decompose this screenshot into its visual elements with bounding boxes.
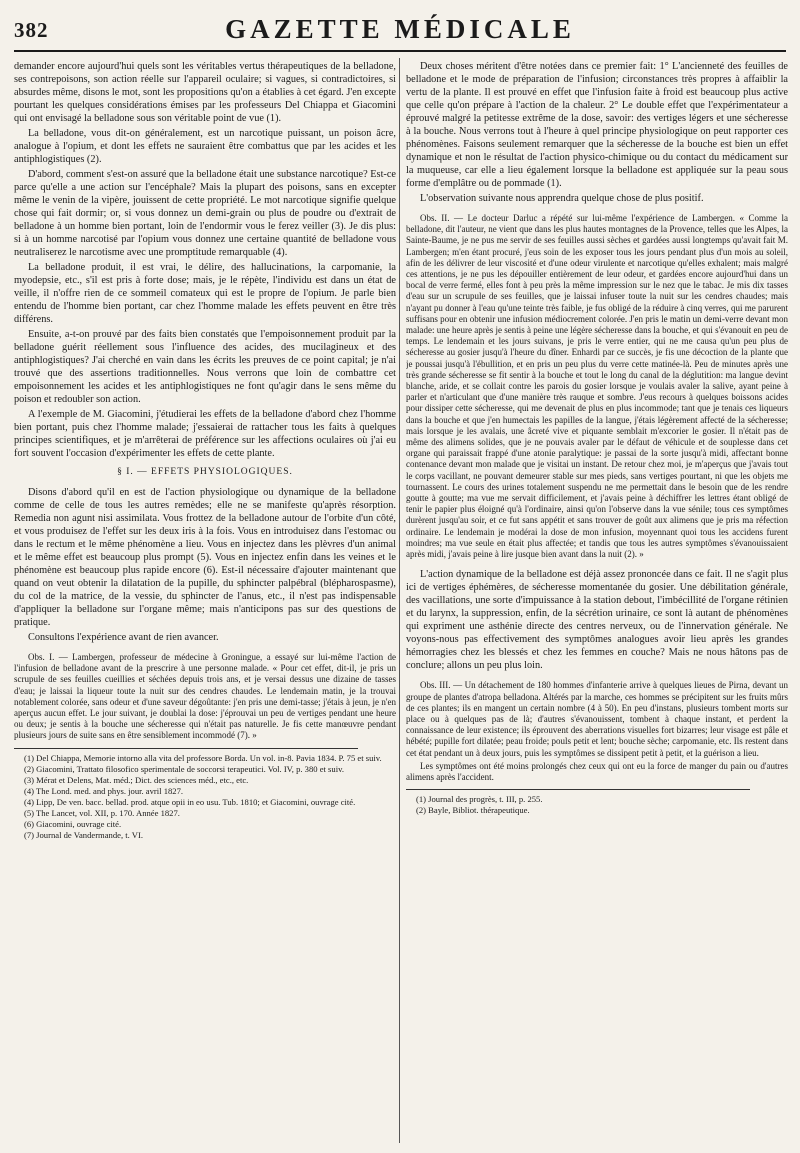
paragraph: La belladone produit, il est vrai, le délire, des hallucinations, la carpomanie, la myodepsie, etc., s'il est pris à forte dose; mais, je le répète, l'individu est dans un état de veille, il n'offre rien de ce sommeil comateux qui est le propre de l'opium. Je parle bien entendu de l'homme bien portant, car chez l'homme malade les effets peuvent en être très différens.	[14, 262, 396, 325]
page-header	[14, 12, 786, 52]
footnote: (4) The Lond. med. and phys. jour. avril 1827.	[24, 785, 184, 796]
paragraph: D'abord, comment s'est-on assuré que la belladone était une substance narcotique? Est-ce parce qu'elle a une action sur l'encéphale? Mais la plupart des poisons, sans en excepter même le venin de la vipère, jouissent de cette propriété. Le mot narcotique signifie quelque chose qui fait dormir; or, si vous donnez un demi-grain ou plus de poudre ou d'extrait de belladone à un homme bien portant, loin de l'endormir vous le ferez veiller (3). Je dis plus: si à un homme narcotisé par l'opium vous donnez une certaine quantité de belladone vous neutraliserez le narcotisme avec une promptitude remarquable (4).	[14, 169, 396, 258]
footnote-rule	[14, 748, 358, 749]
footnote-rule	[406, 789, 750, 790]
paragraph: Deux choses méritent d'être notées dans ce premier fait: 1° L'ancienneté des feuilles de belladone et le mode de préparation de l'infusion; circonstances très propres à affaiblir la vertu de la plante. Il est prouvé en effet que l'infusion faite à froid est beaucoup plus active que celle qu'on prépare à l'action de la chaleur. 2° Le double effet que l'expérimentateur a éprouvé malgré la petitesse extrême de la dose, savoir: des vertiges légers et une sécheresse à la bouche. Nous verrons tout à l'heure à quel principe physiologique on peut rapporter ces phénomènes. Faisons seulement remarquer que la sécheresse de la bouche est bien un effet dynamique et non le résultat de l'action physico-chimique ou du contact du médicament sur la muqueuse, car elle a lieu également lorsque la belladone est appliquée sur la peau sous forme d'emplâtre ou de pommade (1).	[406, 61, 788, 189]
paragraph: Consultons l'expérience avant de rien avancer.	[28, 632, 219, 643]
paragraph: L'action dynamique de la belladone est déjà assez prononcée dans ce fait. Il ne s'agit plus ici de vertiges éphémères, de sécheresse momentanée du gosier. Une débilitation générale, des vacillations, une sorte d'impuissance à la station debout, l'imbécillité de l'organe rétinien et du larynx, la suppression, enfin, de la sécrétion urinaire, ce sont là autant de phénomènes qui expriment une asthénie directe des centres nerveux, ou de l'innervation générale. Ne voyons-nous pas effectivement des symptômes analogues avoir lieu après les grandes hémorragies chez les blessés et chez les femmes en couche? Mais ne nous hâtons pas de conclure; allons un peu plus loin.	[406, 569, 788, 672]
observation-1: Obs. I. — Lambergen, professeur de médecine à Groningue, a essayé sur lui-même l'action de l'infusion de belladone avant de la prescrire à une personne malade. « Pour cet effet, dit-il, je pris un scrupule de ses feuilles cueillies et séchées depuis trois ans, et je versai dessus une dizaine de tasses d'eau; je laissai la liqueur toute la nuit sur des cendres chaudes. Le lendemain matin, je la trouvai notablement colorée, sans odeur et d'une saveur dégoûtante: j'en pris une demi-tasse; j'étais à jeun, je n'en aperçus aucun effet. Le jour suivant, je doublai la dose: j'éprouvai un peu de vertiges pendant une heure ou deux; je sentis à la bouche une sécheresse qui n'était pas naturelle. Je fis cette manœuvre pendant plusieurs jours de suite sans en être sensiblement incommodé (7). »	[14, 652, 396, 741]
footnote: (2) Bayle, Bibliot. thérapeutique.	[416, 805, 530, 816]
footnote: (3) Mérat et Delens, Mat. méd.; Dict. des sciences méd., etc., etc.	[24, 774, 249, 785]
footnote: (1) Del Chiappa, Memorie intorno alla vita del professore Borda. Un vol. in-8. Pavia 1834. P. 75 et suiv.	[24, 752, 382, 763]
right-column	[406, 60, 788, 1143]
footnote: (7) Journal de Vandermande, t. VI.	[24, 829, 144, 840]
paragraph: Ensuite, a-t-on prouvé par des faits bien constatés que l'empoisonnement produit par la belladone guérit réellement sous l'influence des acides, des mucilagineux et des antiphlogistiques? J'ai cherché en vain dans les écrits les preuves de ce point capital; je n'ai trouvé que des assertions traditionnelles. Nous verrons que loin de combattre cet empoisonnement les acides et les antiphlogistiques ne font qu'agir dans le sens même du poison et redoubler son action.	[14, 329, 396, 405]
paragraph: La belladone, vous dit-on généralement, est un narcotique puissant, un poison âcre, analogue à l'opium, et dont les effets ne sauraient être combattus que par les acides et les antiphlogistiques (2).	[14, 128, 396, 165]
observation-3: Obs. III. — Un détachement de 180 hommes d'infanterie arrive à quelques lieues de Pirna, devant un groupe de plantes d'atropa belladona. Altérés par la marche, ces hommes se précipitent sur les fruits mûrs de ces plantes; ils en mangent un certain nombre (4 à 50). En peu d'instans, plusieurs tombent morts sur place ou à quelques pas de là; d'autres s'évanouissent, tombent à chaque instant, et perdent la connaissance de leur existence; ils éprouvent des aberrations visuelles fort bizarres; leur visage est pâle et hébété; pupille fort dilatée; peau froide; pouls petit et lent; bouche sèche; carpomanie, etc. Ils restent dans cet état pendant un à deux jours, puis les symptômes se dissipent petit à petit, et la guérison a lieu.	[406, 680, 788, 758]
observation-3-continued: Les symptômes ont été moins prolongés chez ceux qui ont eu la force de manger du pain ou d'autres alimens après l'accident.	[406, 760, 788, 782]
paragraph: A l'exemple de M. Giacomini, j'étudierai les effets de la belladone d'abord chez l'homme bien portant, puis chez l'homme malade; j'essaierai de rattacher tous les faits à quelques principes scientifiques, et je m'arrêterai de préférence sur les affections oculaires où j'ai eu fort souvent l'occasion d'expérimenter les effets de cette plante.	[14, 409, 396, 459]
footnote: (1) Journal des progrès, t. III, p. 255.	[416, 794, 543, 805]
footnotes-right	[406, 794, 788, 816]
page-number: 382	[14, 18, 49, 42]
footnotes-left	[14, 753, 396, 841]
paragraph: demander encore aujourd'hui quels sont les véritables vertus thérapeutiques de la belladone, ses contrepoisons, son action réelle sur l'appareil oculaire; si vagues, si contradictoires, si absurdes même, disons le mot, sont les propositions qu'on a établies à cet égard. J'en excepte pourtant les quelques considérations émises par les professeurs Del Chiappa et Giacomini qui ont envisagé la belladone sous son véritable point de vue (1).	[14, 61, 396, 124]
paragraph: Disons d'abord qu'il en est de l'action physiologique ou dynamique de la belladone comme de celle de tous les autres remèdes; elle ne se manifeste qu'après résorption. Remedia non agunt nisi assimilata. Vous frottez de la belladone autour de l'orbite d'un côté, et vous produisez de l'effet sur les deux iris à la fois. Vous en introduisez dans l'estomac ou dans le rectum et le même phénomène a lieu. Vous en injectez dans les plèvres d'un animal et le même effet est beaucoup plus prompt (5). Vous en injectez enfin dans les veines et le phénomène est beaucoup plus rapide encore (6). Est-il nécessaire d'ajouter maintenant que quand on veut obtenir la dilatation de la pupille, du sphincter palpébral (blépharospasme), du col de la matrice, de la vessie, du sphincter de l'anus, etc., il n'est pas indispensable d'appliquer la belladone sur l'organe même; mais n'anticipons pas sur des questions de pratique.	[14, 487, 396, 628]
footnote: (6) Giacomini, ouvrage cité.	[24, 818, 122, 829]
column-divider	[399, 58, 400, 1143]
section-title: § I. — EFFETS PHYSIOLOGIQUES.	[117, 467, 293, 477]
footnote: (2) Giacomini, Trattato filosofico sperimentale de soccorsi terapeutici. Vol. IV, p. 380 et suiv.	[24, 763, 344, 774]
paragraph: L'observation suivante nous apprendra quelque chose de plus positif.	[420, 193, 704, 204]
footnote: (5) The Lancet, vol. XII, p. 170. Année 1827.	[24, 807, 180, 818]
left-column	[14, 60, 396, 1143]
footnote: (4) Lipp, De ven. bacc. bellad. prod. atque opii in eo usu. Tub. 1810; et Giacomini, ouvrage cité.	[24, 796, 356, 807]
journal-title: GAZETTE MÉDICALE	[225, 14, 575, 44]
observation-2: Obs. II. — Le docteur Darluc a répété sur lui-même l'expérience de Lambergen. « Comme la belladone, dit l'auteur, ne vient que dans les plus hautes montagnes de la Provence, telles que les Alpes, la Sainte-Baume, je ne pus me servir de ses feuilles aussi sèches et gardées aussi longtemps qu'avait fait M. Lambergen; m'en étant procuré, j'eus soin de les exposer tous les jours pendant plus d'un mois au soleil, afin de les délivrer de leur viscosité et d'une odeur virulente et narcotique qu'elles exhalent; mais malgré ces attentions, je ne pus les dépouiller entièrement de leur odeur, et gardées encore aujourd'hui dans un bocal de verre fermé, elles font à peu près la même impression sur le nez que le tabac. Je mis dix tasses d'eau sur un scrupule de ses feuilles, que je laissai infuser toute la nuit sur les cendres chaudes; mais n'ayant pu donner à l'eau qu'une teinte très faible, je fus obligé de la réduire à cinq verres, qui me parurent suffisans pour en obtenir une infusion médiocrement colorée. J'en pris le matin un demi-verre devant mon malade: une heure après je sentis à peine une légère sécheresse dans la bouche, et qui s'évanouit en peu de temps. Le lendemain et les jours suivans, je pris le verre entier, qui ne me causa qu'un peu plus de sécheresse au gosier jusqu'à l'heure du dîner. Enhardi par ce succès, je fis une décoction de la plante que je poussai jusqu'à l'ébullition, et en pris un peu plus du verre cette matinée-là. Peu de minutes après une très grande sécheresse se fit sentir à la bouche et tout le long du canal de la déglutition: ma langue devint blanche, aride, et se collait contre les parois du gosier lorsque je voulais avaler la salive, ayant peine à parler et n'articulant que d'une manière très rauque et sombre. J'eus recours à quelques boissons acides pour dissiper cette sécheresse, qui me devenait de plus en plus incommode; tant que je tenais ces liqueurs dans la bouche et que j'en humectais les papilles de la langue, j'étais légèrement affecté de la sécheresse; mais lorsque je les avalais, une âcreté vive et piquante semblait m'excorier le gosier. Il n'était pas de même des alimens solides, que je ne pouvais avaler par le défaut de véhicule et de souplesse dans cet organe qui paraissait frappé d'une atonie paralytique: je passai de la sorte jusqu'à midi, affectant bonne contenance devant mon malade que je visitai un instant. De retour chez moi, je m'aperçus que j'avais tout le corps vacillant, ne pouvant demeurer stable sur mes pieds, sans vertiges pourtant, ni que les objets me tournassent. Le cours des urines totalement suspendu ne me permettait dans le besoin que de les rendre goutte à goutte; ma vue me servait difficilement, et j'avais peine à déchiffrer les lettres étant obligé de tenir le papier plus éloigné qu'à l'ordinaire, ainsi qu'on l'observe dans la vue sénile; tous ces symptômes durèrent jusqu'au soir, et ce fut sans appétit et sans trouver de goût aux alimens que je pris ma réfection ordinaire. Le lendemain je modérai la dose de mon infusion, moyennant quoi tous les accidens furent moindres; ma vue seule en était plus affectée; et tandis que tous les autres symptômes s'évanouissaient après midi, j'avais peine à lire jusque bien avant dans la nuit (2). »	[406, 213, 788, 560]
